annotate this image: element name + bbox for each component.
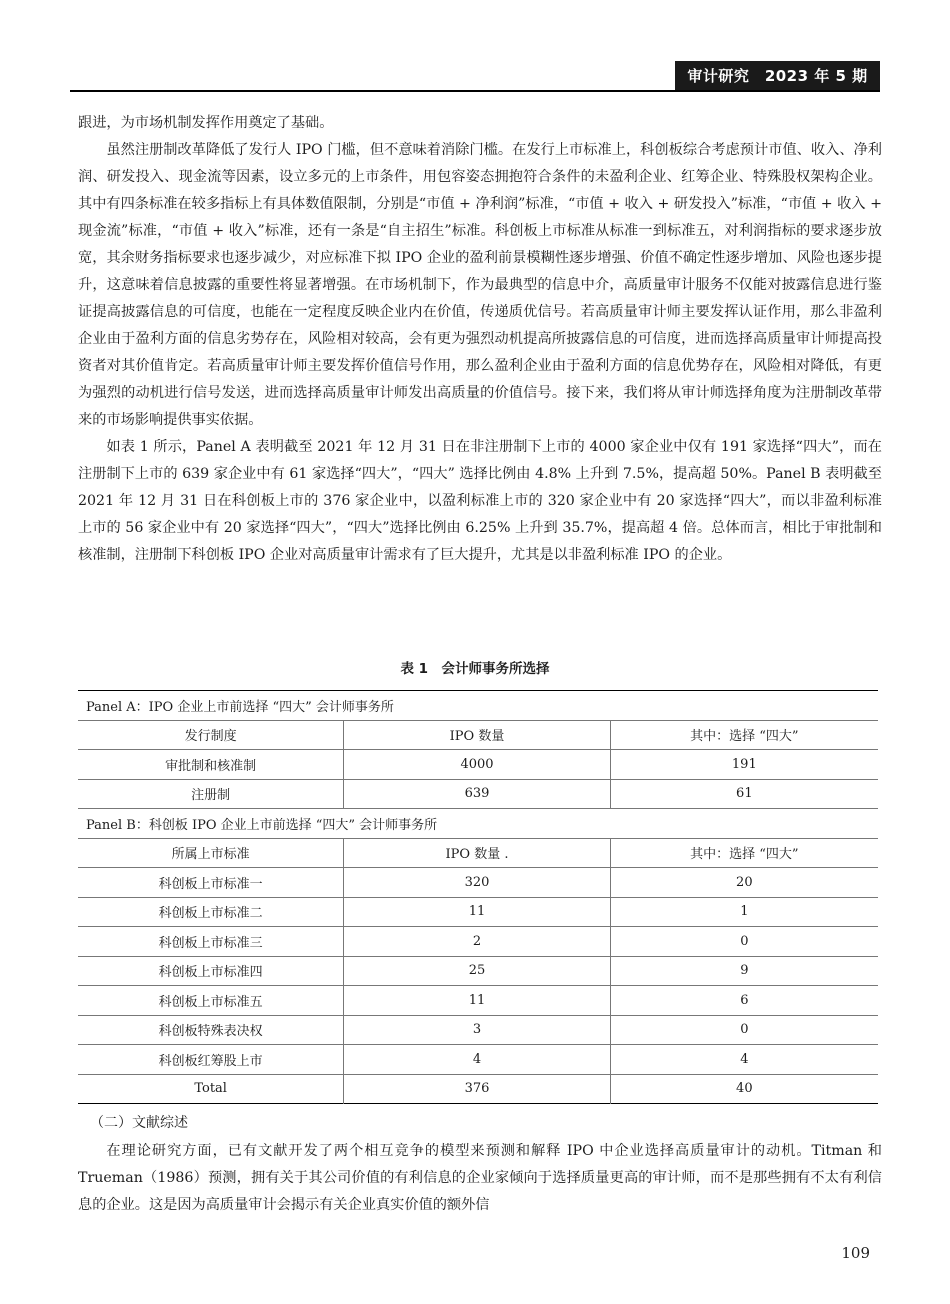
page-number: 109: [841, 1244, 870, 1262]
big-four-count: 40: [610, 1074, 878, 1104]
ipo-count: 3: [344, 1015, 610, 1045]
row-label: 科创板上市标准三: [78, 927, 344, 957]
auditor-choice-table: [78, 690, 878, 1104]
table-caption: 表 1 会计师事务所选择: [400, 661, 550, 677]
table-row: [78, 897, 878, 927]
column-header: 发行制度: [78, 720, 344, 750]
big-four-count: 6: [610, 986, 878, 1016]
big-four-count: 20: [610, 868, 878, 898]
ipo-count: 376: [344, 1074, 610, 1104]
big-four-count: 1: [610, 897, 878, 927]
intro-text-block: [78, 110, 882, 569]
table-row: [78, 956, 878, 986]
ipo-count: 639: [344, 779, 610, 809]
row-label: 科创板特殊表决权: [78, 1015, 344, 1045]
panel-a-header-row: [78, 720, 878, 750]
ipo-count: 25: [344, 956, 610, 986]
row-label: 注册制: [78, 779, 344, 809]
panel-a-title: Panel A：IPO 企业上市前选择 “四大” 会计师事务所: [86, 699, 394, 715]
column-header: IPO 数量: [344, 720, 610, 750]
panel-b-header-row: [78, 838, 878, 868]
big-four-count: 61: [610, 779, 878, 809]
row-label: 科创板上市标准二: [78, 897, 344, 927]
table-total-row: [78, 1074, 878, 1104]
column-header: IPO 数量 .: [344, 838, 610, 868]
ipo-count: 4: [344, 1045, 610, 1075]
column-header: 其中：选择 “四大”: [610, 720, 878, 750]
table-row: [78, 1045, 878, 1075]
row-label: 审批制和核准制: [78, 750, 344, 780]
table-row: [78, 779, 878, 809]
paragraph-table-summary: 如表 1 所示，Panel A 表明截至 2021 年 12 月 31 日在非注册制下上市的 4000 家企业中仅有 191 家选择“四大”，而在注册制下上市的 639 家企业中有 61 家选择“四大”，“四大” 选择比例由 4.8% 上升到 7.5%，提高超 50%。Panel B 表明截至 2021 年 12 月 31 日在科创板上市的 376 家企业中，以盈利标准上市的 320 家企业中有 20 家选择“四大”，而以非盈利标准上市的 56 家企业中有 20 家选择“四大”，“四大”选择比例由 6.25% 上升到 35.7%，提高超 4 倍。总体而言，相比于审批制和核准制，注册制下科创板 IPO 企业对高质量审计需求有了巨大提升，尤其是以非盈利标准 IPO 的企业。: [78, 439, 882, 563]
big-four-count: 4: [610, 1045, 878, 1075]
table-row: [78, 927, 878, 957]
journal-issue-tab: 审计研究 2023 年 5 期: [675, 61, 880, 91]
literature-text-block: [78, 1138, 882, 1219]
row-label: 科创板上市标准一: [78, 868, 344, 898]
row-label: 科创板上市标准四: [78, 956, 344, 986]
ipo-count: 320: [344, 868, 610, 898]
big-four-count: 191: [610, 750, 878, 780]
big-four-count: 9: [610, 956, 878, 986]
table-row: [78, 750, 878, 780]
column-header: 其中：选择 “四大”: [610, 838, 878, 868]
column-header: 所属上市标准: [78, 838, 344, 868]
panel-b-title: Panel B：科创板 IPO 企业上市前选择 “四大” 会计师事务所: [78, 809, 878, 839]
ipo-count: 11: [344, 986, 610, 1016]
paragraph-registration-reform: 虽然注册制改革降低了发行人 IPO 门槛，但不意味着消除门槛。在发行上市标准上，科创板综合考虑预计市值、收入、净利润、研发投入、现金流等因素，设立多元的上市条件，用包容姿态拥抱符合条件的未盈利企业、红筹企业、特殊股权架构企业。其中有四条标准在较多指标上有具体数值限制，分别是“市值 + 净利润”标准，“市值 + 收入 + 研发投入”标准，“市值 + 收入 + 现金流”标准，“市值 + 收入”标准，还有一条是“自主招生”标准。科创板上市标准从标准一到标准五，对利润指标的要求逐步放宽，其余财务指标要求也逐步减少，对应标准下拟 IPO 企业的盈利前景模糊性逐步增强、价值不确定性逐步增加、风险也逐步提升，这意味着信息披露的重要性将显著增强。在市场机制下，作为最典型的信息中介，高质量审计服务不仅能对披露信息进行鉴证提高披露信息的可信度，也能在一定程度反映企业内在价值，传递质优信号。若高质量审计师主要发挥认证作用，那么非盈利企业由于盈利方面的信息劣势存在，风险相对较高，会有更为强烈动机提高所披露信息的可信度，进而选择高质量审计师提高投资者对其价值肯定。若高质量审计师主要发挥价值信号作用，那么盈利企业由于盈利方面的信息优势存在，风险相对降低，有更为强烈的动机进行信号发送，进而选择高质量审计师发出高质量的价值信号。接下来，我们将从审计师选择角度为注册制改革带来的市场影响提供事实依据。: [78, 142, 882, 428]
big-four-count: 0: [610, 927, 878, 957]
big-four-count: 0: [610, 1015, 878, 1045]
row-label: Total: [78, 1074, 344, 1104]
row-label: 科创板上市标准五: [78, 986, 344, 1016]
table-row: [78, 868, 878, 898]
header-rule: [70, 90, 880, 92]
table-row: [78, 986, 878, 1016]
panel-b-title-row: [78, 809, 878, 839]
row-label: 科创板红筹股上市: [78, 1045, 344, 1075]
section-heading-literature-review: （二）文献综述: [90, 1115, 188, 1131]
panel-a-title-row: [78, 691, 878, 721]
ipo-count: 4000: [344, 750, 610, 780]
paragraph-literature: 在理论研究方面，已有文献开发了两个相互竞争的模型来预测和解释 IPO 中企业选择高质量审计的动机。Titman 和 Trueman（1986）预测，拥有关于其公司价值的有利信息的企业家倾向于选择质量更高的审计师，而不是那些拥有不太有利信息的企业。这是因为高质量审计会揭示有关企业真实价值的额外信: [78, 1143, 882, 1213]
table-row: [78, 1015, 878, 1045]
paragraph-continuation: 跟进，为市场机制发挥作用奠定了基础。: [78, 115, 334, 131]
ipo-count: 11: [344, 897, 610, 927]
ipo-count: 2: [344, 927, 610, 957]
